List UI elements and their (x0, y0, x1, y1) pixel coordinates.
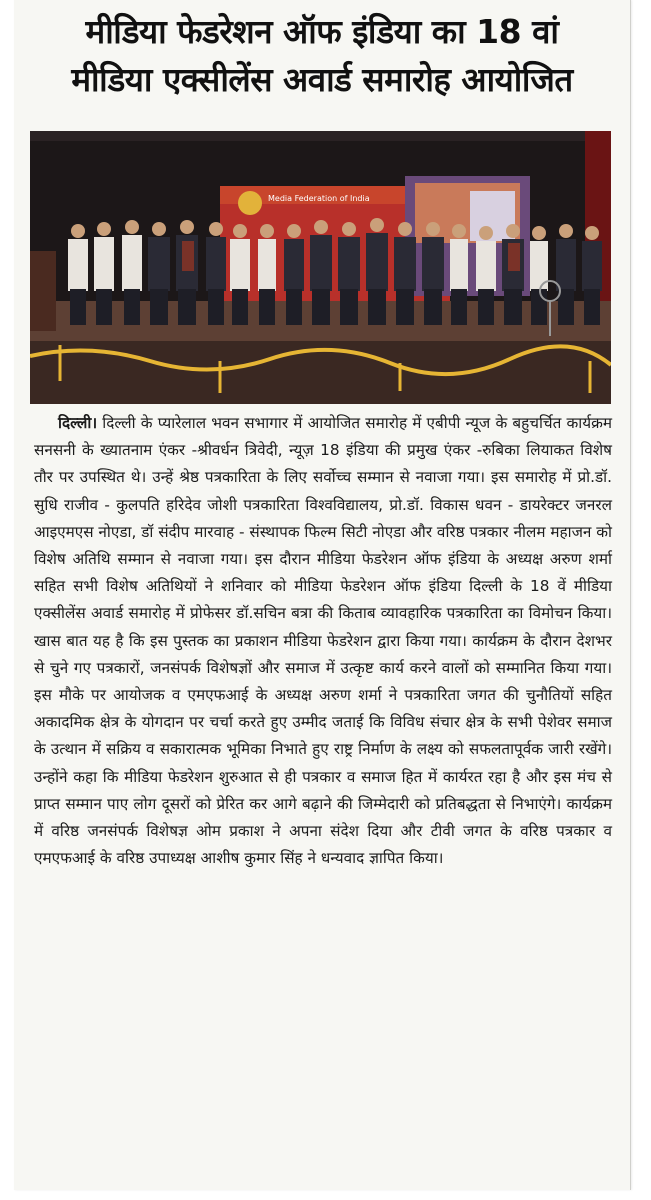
group-photo (30, 131, 611, 404)
group-photo-on-stage-icon (30, 131, 611, 404)
headline-line-1: मीडिया फेडरेशन ऑफ इंडिया का 18 वां (85, 12, 559, 51)
headline (26, 8, 618, 104)
banner-text: Media Federation of India (268, 194, 370, 203)
article-body-text: दिल्ली के प्यारेलाल भवन सभागार में आयोजित समारोह में एबीपी न्यूज के बहुचर्चित कार्यक्रम सनसनी के ख्यातनाम एंकर -श्रीवर्धन त्रिवेदी, न्यूज़ 18 इंडिया की प्रमुख एंकर -रुबिका लियाकत विशेष तौर पर उपस्थित थे। उन्हें श्रेष्ठ पत्रकारिता के लिए सर्वोच्च सम्मान से नवाजा गया। इस समारोह में प्रो.डॉ. सुधि राजीव - कुलपति हरिदेव जोशी पत्रकारिता विश्वविद्यालय, प्रो.डॉ. विकास धवन - डायरेक्टर जनरल आइएमएस नोएडा, डॉ संदीप मारवाह - संस्थापक फिल्म सिटी नोएडा और वरिष्ठ पत्रकार नीलम महाजन को विशेष अतिथि सम्मान से नवाजा गया। इस दौरान मीडिया फेडरेशन ऑफ इंडिया के अध्यक्ष अरुण शर्मा सहित सभी विशेष अतिथियों ने शनिवार को मीडिया फेडरेशन ऑफ इंडिया दिल्ली के 18 वें मीडिया एक्सीलेंस अवार्ड समारोह में प्रोफेसर डॉ.सचिन बत्रा की किताब व्यावहारिक पत्रकारिता का विमोचन किया। खास बात यह है कि इस पुस्तक का प्रकाशन मीडिया फेडरेशन द्वारा किया गया। कार्यक्रम के दौरान देशभर से चुने गए पत्रकारों, जनसंपर्क विशेषज्ञों और समाज में उत्कृष्ट कार्य करने वालों को सम्मानित किया गया। इस मौके पर आयोजक व एमएफआई के अध्यक्ष अरुण शर्मा ने पत्रकारिता जगत की चुनौतियों सहित अकादमिक क्षेत्र के योगदान पर चर्चा करते हुए उम्मीद जताई कि विविध संचार क्षेत्र के सभी पेशेवर समाज के उत्थान में सक्रिय व सकारात्मक भूमिका निभाते हुए राष्ट्र निर्माण के लक्ष्य को सफलतापूर्वक जारी रखेंगे। उन्होंने कहा कि मीडिया फेडरेशन शुरुआत से ही पत्रकार व समाज हित में कार्यरत रहा है और इस मंच से प्राप्त सम्मान पाए लोग दूसरों को प्रेरित कर आगे बढ़ाने की जिम्मेदारी को प्रतिबद्धता से निभाएंगे। कार्यक्रम में वरिष्ठ जनसंपर्क विशेषज्ञ ओम प्रकाश ने अपना संदेश दिया और टीवी जगत के वरिष्ठ पत्रकार व एमएफआई के वरिष्ठ उपाध्यक्ष आशीष कुमार सिंह ने धन्यवाद ज्ञापित किया। (34, 414, 612, 868)
dateline: दिल्ली। (58, 414, 98, 432)
headline-line-2: मीडिया एक्सीलेंस अवार्ड समारोह आयोजित (71, 60, 573, 99)
logo-icon (238, 191, 262, 215)
newspaper-clipping (14, 0, 631, 1190)
article-body (34, 410, 612, 872)
